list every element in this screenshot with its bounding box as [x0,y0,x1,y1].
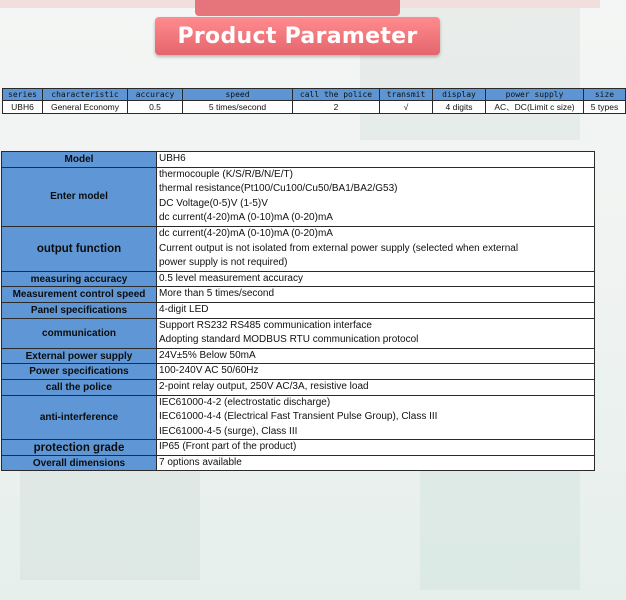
summary-value-row [3,101,626,114]
summary-header-cell: characteristic [43,89,128,101]
spec-row-panel [2,302,595,318]
spec-value-line: dc current(4-20)mA (0-10)mA (0-20)mA [159,212,333,224]
spec-label: Model [2,152,157,168]
spec-value [157,348,595,364]
spec-value-line: thermal resistance(Pt100/Cu100/Cu50/BA1/BA2/G53) [159,183,398,195]
summary-value-cell: AC、DC(Limit c size) [486,101,584,114]
spec-row-power-specs [2,364,595,380]
background-shape [20,470,200,580]
spec-row-control-speed [2,287,595,303]
summary-value-cell: 5 types [584,101,626,114]
spec-value-line: Adopting standard MODBUS RTU communication protocol [159,334,419,346]
summary-value-cell: UBH6 [3,101,43,114]
spec-value-line: Support RS232 RS485 communication interface [159,319,372,331]
spec-row-model [2,152,595,168]
spec-row-protection-grade [2,440,595,456]
summary-value-cell: 4 digits [433,101,486,114]
spec-value-line: 7 options available [159,456,242,468]
spec-value [157,395,595,440]
spec-value-line: 2-point relay output, 250V AC/3A, resistive load [159,380,369,392]
summary-value-cell: 0.5 [128,101,183,114]
spec-value-line: Current output is not isolated from external power supply (selected when external [159,242,519,254]
spec-value [157,364,595,380]
spec-value-line: IP65 (Front part of the product) [159,441,297,453]
spec-value [157,379,595,395]
spec-row-communication [2,318,595,348]
spec-label: Power specifications [2,364,157,380]
spec-label: anti-interference [2,395,157,440]
spec-value-line: IEC61000-4-4 (Electrical Fast Transient Pulse Group), Class III [159,411,438,423]
spec-row-output-function [2,226,595,271]
spec-table [1,151,595,471]
spec-value-line: UBH6 [159,153,186,164]
spec-value-line: IEC61000-4-2 (electrostatic discharge) [159,396,331,408]
top-decor-accent [195,0,400,16]
spec-value-line: DC Voltage(0-5)V (1-5)V [159,197,268,209]
spec-row-enter-model [2,167,595,226]
spec-label: protection grade [2,440,157,456]
summary-header-cell: transmit [380,89,433,101]
page-title: Product Parameter [177,23,418,49]
summary-header-row [3,89,626,101]
spec-value [157,302,595,318]
spec-value-line: 24V±5% Below 50mA [159,349,256,361]
spec-value-line: thermocouple (K/S/R/B/N/E/T) [159,168,293,180]
spec-row-alarm [2,379,595,395]
spec-value [157,167,595,226]
spec-label: communication [2,318,157,348]
summary-value-cell: 5 times/second [183,101,293,114]
spec-value [157,440,595,456]
summary-header-cell: call the police [293,89,380,101]
spec-label: Overall dimensions [2,455,157,471]
summary-header-cell: power supply [486,89,584,101]
spec-row-dimensions [2,455,595,471]
title-banner [155,17,440,55]
summary-table [2,88,626,114]
summary-header-cell: series [3,89,43,101]
spec-label: measuring accuracy [2,271,157,287]
summary-value-cell: General Economy [43,101,128,114]
spec-row-measuring-accuracy [2,271,595,287]
summary-header-cell: accuracy [128,89,183,101]
summary-value-cell: 2 [293,101,380,114]
summary-header-cell: speed [183,89,293,101]
spec-value [157,271,595,287]
spec-value-line: 100-240V AC 50/60Hz [159,365,259,377]
spec-value [157,152,595,168]
spec-value-line: More than 5 times/second [159,288,275,300]
summary-value-cell: √ [380,101,433,114]
spec-value-line: power supply is not required) [159,257,288,269]
spec-value [157,318,595,348]
spec-value-line: dc current(4-20)mA (0-10)mA (0-20)mA [159,227,333,239]
spec-label: External power supply [2,348,157,364]
spec-value-line: 4-digit LED [159,303,209,315]
spec-value-line: 0.5 level measurement accuracy [159,272,303,284]
spec-row-external-power [2,348,595,364]
spec-label: output function [2,226,157,271]
spec-label: Measurement control speed [2,287,157,303]
spec-label: Panel specifications [2,302,157,318]
spec-value-line: IEC61000-4-5 (surge), Class III [159,425,298,437]
spec-label: call the police [2,379,157,395]
summary-header-cell: size [584,89,626,101]
spec-value [157,455,595,471]
spec-value [157,226,595,271]
summary-header-cell: display [433,89,486,101]
background-shape [420,470,580,590]
spec-row-anti-interference [2,395,595,440]
spec-label: Enter model [2,167,157,226]
spec-value [157,287,595,303]
